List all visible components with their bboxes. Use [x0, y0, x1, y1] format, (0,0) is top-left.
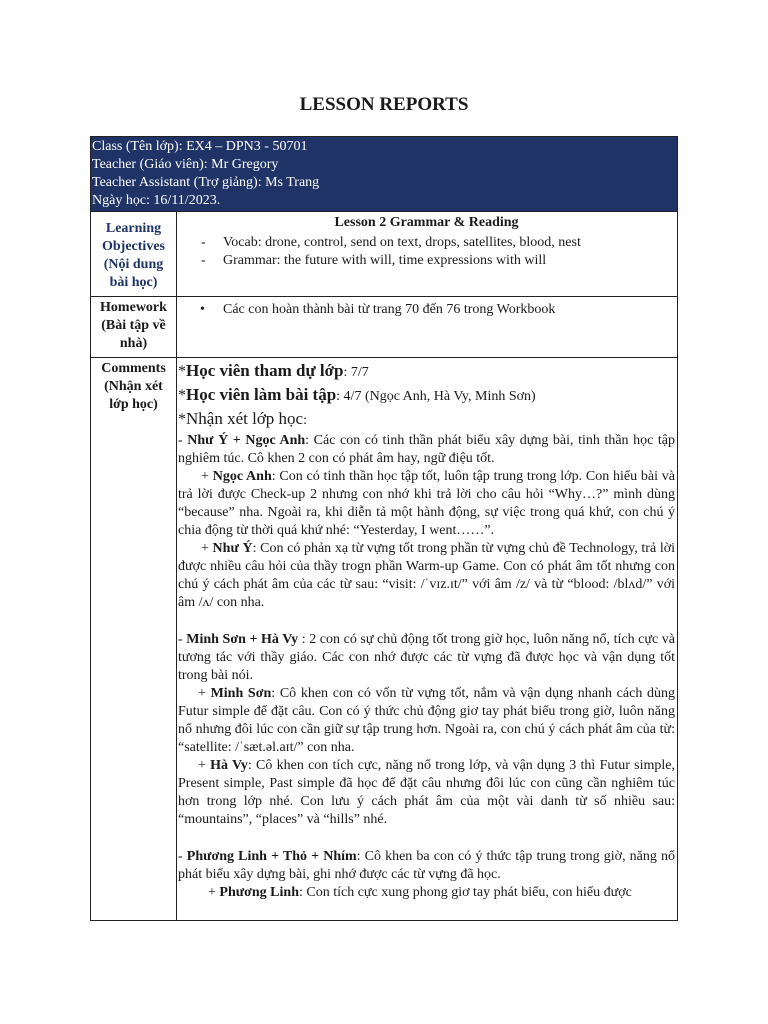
group-comment-1: - Như Ý + Ngọc Anh: Các con có tinh thần phát biểu xây dựng bài, tinh thần học tập nghiêm túc. Cô khen 2 con có phát âm hay, ngữ điệu tốt. [178, 433, 675, 466]
remarks-value: : [303, 413, 307, 428]
homework-content [177, 297, 678, 358]
objectives-label: Learning Objectives (Nội dung bài học) [91, 212, 177, 297]
comments-label: Comments (Nhận xét lớp học) [91, 358, 177, 921]
group-2-text: : 2 con có sự chủ động tốt trong giờ học, luôn năng nổ, tích cực và tương tác với thầy giáo. Các con nhớ được các từ vựng đã được học và vận dụng tốt trong bài nói. [178, 632, 675, 683]
group-3-names: Phương Linh + Thỏ + Nhím [186, 849, 357, 864]
homework-done-line: *Học viên làm bài tập: 4/7 (Ngọc Anh, Hà Vy, Minh Sơn) [178, 385, 536, 404]
student-text: : Cô khen con có vốn từ vựng tốt, nắm và vận dụng nhanh cách dùng Futur simple để đặt câu. Con có ý thức chủ động giơ tay phát biểu trong giờ, luôn năng nổ nhưng đôi lúc con cần giữ sự tập trung hơn. Ngoài ra, con chú ý cách phát âm của từ: “satellite: /ˈsæt.əl.aɪt/” con nha. [178, 686, 675, 755]
group-2-names: Minh Sơn + Hà Vy [186, 632, 299, 647]
homework-item: • Các con hoàn thành bài từ trang 70 đến 76 trong Workbook [178, 301, 675, 319]
remarks-line: *Nhận xét lớp học: [178, 409, 307, 428]
student-name: Như Ý [212, 541, 253, 556]
attendance-key: Học viên tham dự lớp [186, 361, 344, 380]
homework-done-key: Học viên làm bài tập [186, 385, 337, 404]
student-comment-ha-vy: + Hà Vy: Cô khen con tích cực, năng nổ trong lớp, và vận dụng 3 thì Futur simple, Present simple, Past simple đã học để đặt câu nhưng đôi lúc con cũng cần nghiêm túc hơn trong lớp nhé. Con lưu ý cách phát âm của một vài danh từ số nhiều sau: “mountains”, “places” và “hills” nhé. [178, 758, 675, 827]
teacher-line: Teacher (Giáo viên): Mr Gregory [92, 157, 279, 172]
student-comment-ngoc-anh: + Ngọc Anh: Con có tinh thần học tập tốt, luôn tập trung trong lớp. Con hiểu bài và trả lời được Check-up 2 nhưng con nhớ khi trả lời cho câu hỏi “Why…?” mình dùng “because” nha. Ngoài ra, khi diễn tả một hành động, sự việc trong quá khứ, con chú ý chia động từ thời quá khứ nhé: “Yesterday, I went……”. [178, 469, 675, 538]
date-line: Ngày học: 16/11/2023. [92, 193, 221, 208]
homework-row [91, 297, 678, 358]
objectives-content [177, 212, 678, 297]
student-text: : Con tích cực xung phong giơ tay phát biểu, con hiểu được [298, 885, 632, 900]
student-text: : Con có tinh thần học tập tốt, luôn tập trung trong lớp. Con hiểu bài và trả lời được Check-up 2 nhưng con nhớ khi trả lời cho câu hỏi “Why…?” mình dùng “because” nha. Ngoài ra, khi diễn tả một hành động, sự việc trong quá khứ, con chú ý chia động từ thời quá khứ nhé: “Yesterday, I went……”. [178, 469, 675, 538]
comments-row [91, 358, 678, 921]
objectives-row [91, 212, 678, 297]
homework-label: Homework (Bài tập về nhà) [91, 297, 177, 358]
student-name: Minh Sơn [210, 686, 272, 701]
student-comment-minh-son: + Minh Sơn: Cô khen con có vốn từ vựng tốt, nắm và vận dụng nhanh cách dùng Futur simple để đặt câu. Con có ý thức chủ động giơ tay phát biểu trong giờ, luôn năng nổ nhưng đôi lúc con cần giữ sự tập trung hơn. Ngoài ra, con chú ý cách phát âm của từ: “satellite: /ˈsæt.əl.aɪt/” con nha. [178, 686, 675, 755]
objective-item: - Grammar: the future with will, time expressions with will [178, 252, 675, 270]
page-title: LESSON REPORTS [299, 94, 469, 115]
header-row [91, 137, 678, 212]
class-line: Class (Tên lớp): EX4 – DPN3 - 50701 [92, 139, 308, 154]
attendance-value: : 7/7 [343, 365, 369, 380]
comments-content [177, 358, 678, 921]
student-text: : Con có phản xạ từ vựng tốt trong phần từ vựng chủ đề Technology, trả lời được nhiều câu hỏi của thầy trogn phần Warm-up Game. Con có phát âm tốt nhưng con chú ý cách phát âm của các từ sau: “visit: /ˈvɪz.ɪt/” với âm /z/ và từ “blood: /blʌd/” với âm /ʌ/ con nha. [178, 541, 675, 610]
class-info-header [91, 137, 678, 212]
student-comment-nhu-y: + Như Ý: Con có phản xạ từ vựng tốt trong phần từ vựng chủ đề Technology, trả lời được nhiều câu hỏi của thầy trogn phần Warm-up Game. Con có phát âm tốt nhưng con chú ý cách phát âm của các từ sau: “visit: /ˈvɪz.ɪt/” với âm /z/ và từ “blood: /blʌd/” với âm /ʌ/ con nha. [178, 541, 675, 610]
remarks-key: Nhận xét lớp học [186, 409, 304, 428]
student-comment-phuong-linh: + Phương Linh: Con tích cực xung phong giơ tay phát biểu, con hiểu được [208, 885, 632, 900]
group-1-names: Như Ý + Ngọc Anh [187, 433, 306, 448]
student-name: Ngọc Anh [212, 469, 272, 484]
attendance-line: *Học viên tham dự lớp: 7/7 [178, 361, 369, 380]
assistant-line: Teacher Assistant (Trợ giảng): Ms Trang [92, 175, 320, 190]
group-1-text: : Các con có tinh thần phát biểu xây dựng bài, tinh thần học tập nghiêm túc. Cô khen 2 con có phát âm hay, ngữ điệu tốt. [178, 433, 675, 466]
group-comment-3: - Phương Linh + Thỏ + Nhím: Cô khen ba con có ý thức tập trung trong giờ, năng nổ phát biểu xây dựng bài, ghi nhớ được các từ vựng đã học. [178, 849, 675, 882]
student-name: Hà Vy [210, 758, 248, 773]
group-comment-2: - Minh Sơn + Hà Vy : 2 con có sự chủ động tốt trong giờ học, luôn năng nổ, tích cực và tương tác với thầy giáo. Các con nhớ được các từ vựng đã được học và vận dụng tốt trong bài nói. [178, 632, 675, 683]
student-name: Phương Linh [219, 885, 299, 900]
student-text: : Cô khen con tích cực, năng nổ trong lớp, và vận dụng 3 thì Futur simple, Present simple, Past simple đã học để đặt câu nhưng đôi lúc con cũng cần nghiêm túc hơn trong lớp nhé. Con lưu ý cách phát âm của một vài danh từ số nhiều sau: “mountains”, “places” và “hills” nhé. [178, 758, 675, 827]
objective-item: - Vocab: drone, control, send on text, drops, satellites, blood, nest [178, 234, 675, 252]
lesson-title: Lesson 2 Grammar & Reading [334, 215, 519, 230]
homework-done-value: : 4/7 (Ngọc Anh, Hà Vy, Minh Sơn) [336, 389, 536, 404]
lesson-report-table [90, 136, 678, 921]
group-3-text: : Cô khen ba con có ý thức tập trung trong giờ, năng nổ phát biểu xây dựng bài, ghi nhớ được các từ vựng đã học. [178, 849, 675, 882]
